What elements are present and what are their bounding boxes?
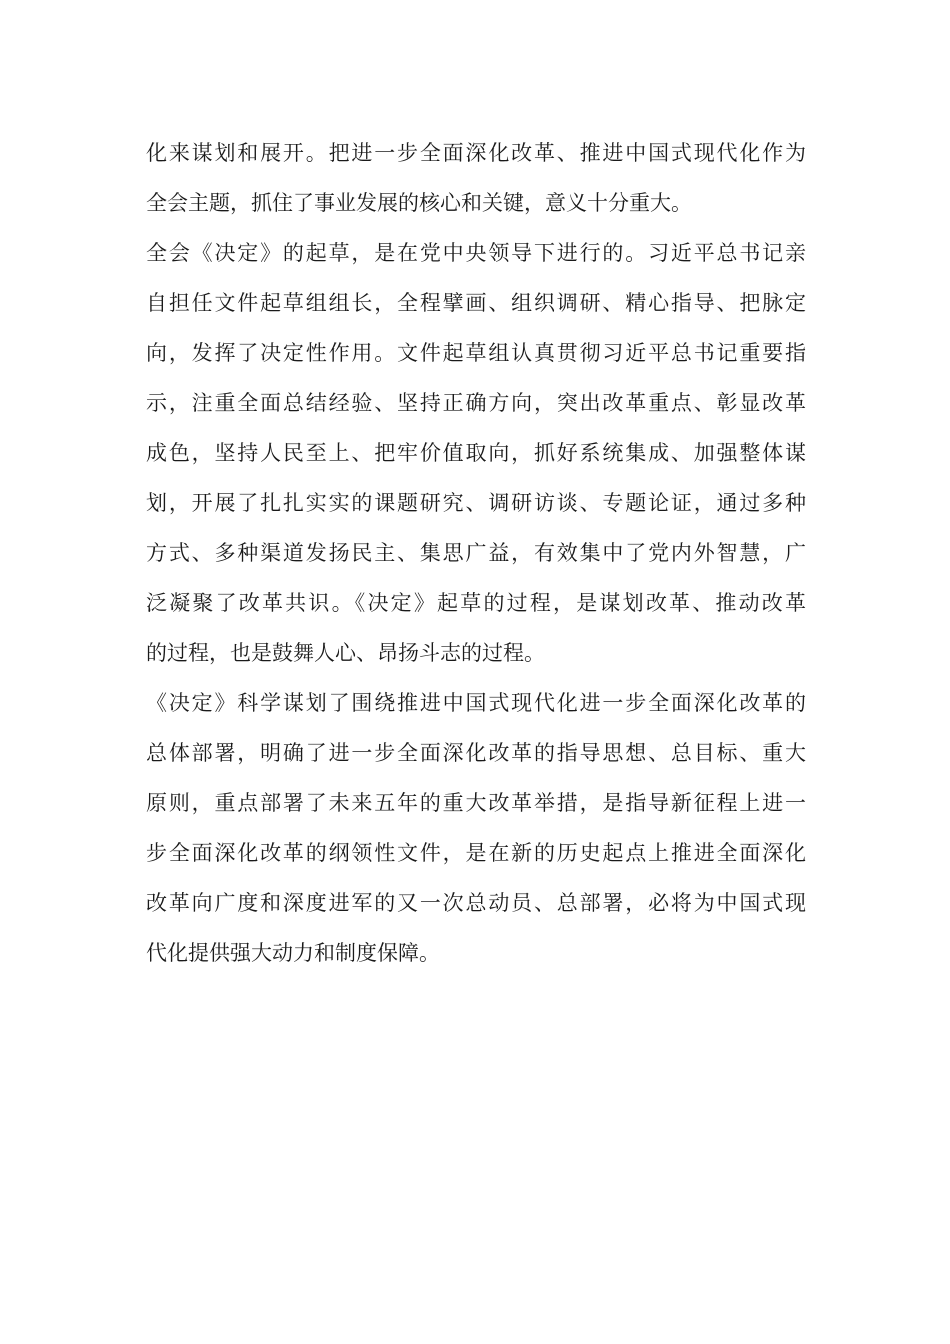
text-line: 方式、多种渠道发扬民主、集思广益，有效集中了党内外智慧，广 <box>146 541 806 565</box>
text-line: 成色，坚持人民至上、把牢价值取向，抓好系统集成、加强整体谋 <box>146 441 806 465</box>
text-line: 的过程，也是鼓舞人心、昂扬斗志的过程。 <box>146 641 545 665</box>
text-line: 向，发挥了决定性作用。文件起草组认真贯彻习近平总书记重要指 <box>146 341 806 365</box>
text-line: 划，开展了扎扎实实的课题研究、调研访谈、专题论证，通过多种 <box>146 491 806 515</box>
text-line: 泛凝聚了改革共识。《决定》起草的过程，是谋划改革、推动改革 <box>146 591 806 615</box>
text-line: 代化提供强大动力和制度保障。 <box>146 941 440 965</box>
text-line: 化来谋划和展开。把进一步全面深化改革、推进中国式现代化作为 <box>146 141 806 165</box>
document-body <box>146 128 806 978</box>
text-line: 全会主题，抓住了事业发展的核心和关键，意义十分重大。 <box>146 191 692 215</box>
paragraph-1 <box>146 128 806 228</box>
paragraph-2 <box>146 228 806 678</box>
text-line: 全会《决定》的起草，是在党中央领导下进行的。习近平总书记亲 <box>146 241 806 265</box>
text-line: 总体部署，明确了进一步全面深化改革的指导思想、总目标、重大 <box>146 741 806 765</box>
text-line: 《决定》科学谋划了围绕推进中国式现代化进一步全面深化改革的 <box>146 691 806 715</box>
text-line: 自担任文件起草组组长，全程擘画、组织调研、精心指导、把脉定 <box>146 291 806 315</box>
text-line: 改革向广度和深度进军的又一次总动员、总部署，必将为中国式现 <box>146 891 806 915</box>
text-line: 示，注重全面总结经验、坚持正确方向，突出改革重点、彰显改革 <box>146 391 806 415</box>
paragraph-3 <box>146 678 806 978</box>
text-line: 原则，重点部署了未来五年的重大改革举措，是指导新征程上进一 <box>146 791 806 815</box>
text-line: 步全面深化改革的纲领性文件，是在新的历史起点上推进全面深化 <box>146 841 806 865</box>
